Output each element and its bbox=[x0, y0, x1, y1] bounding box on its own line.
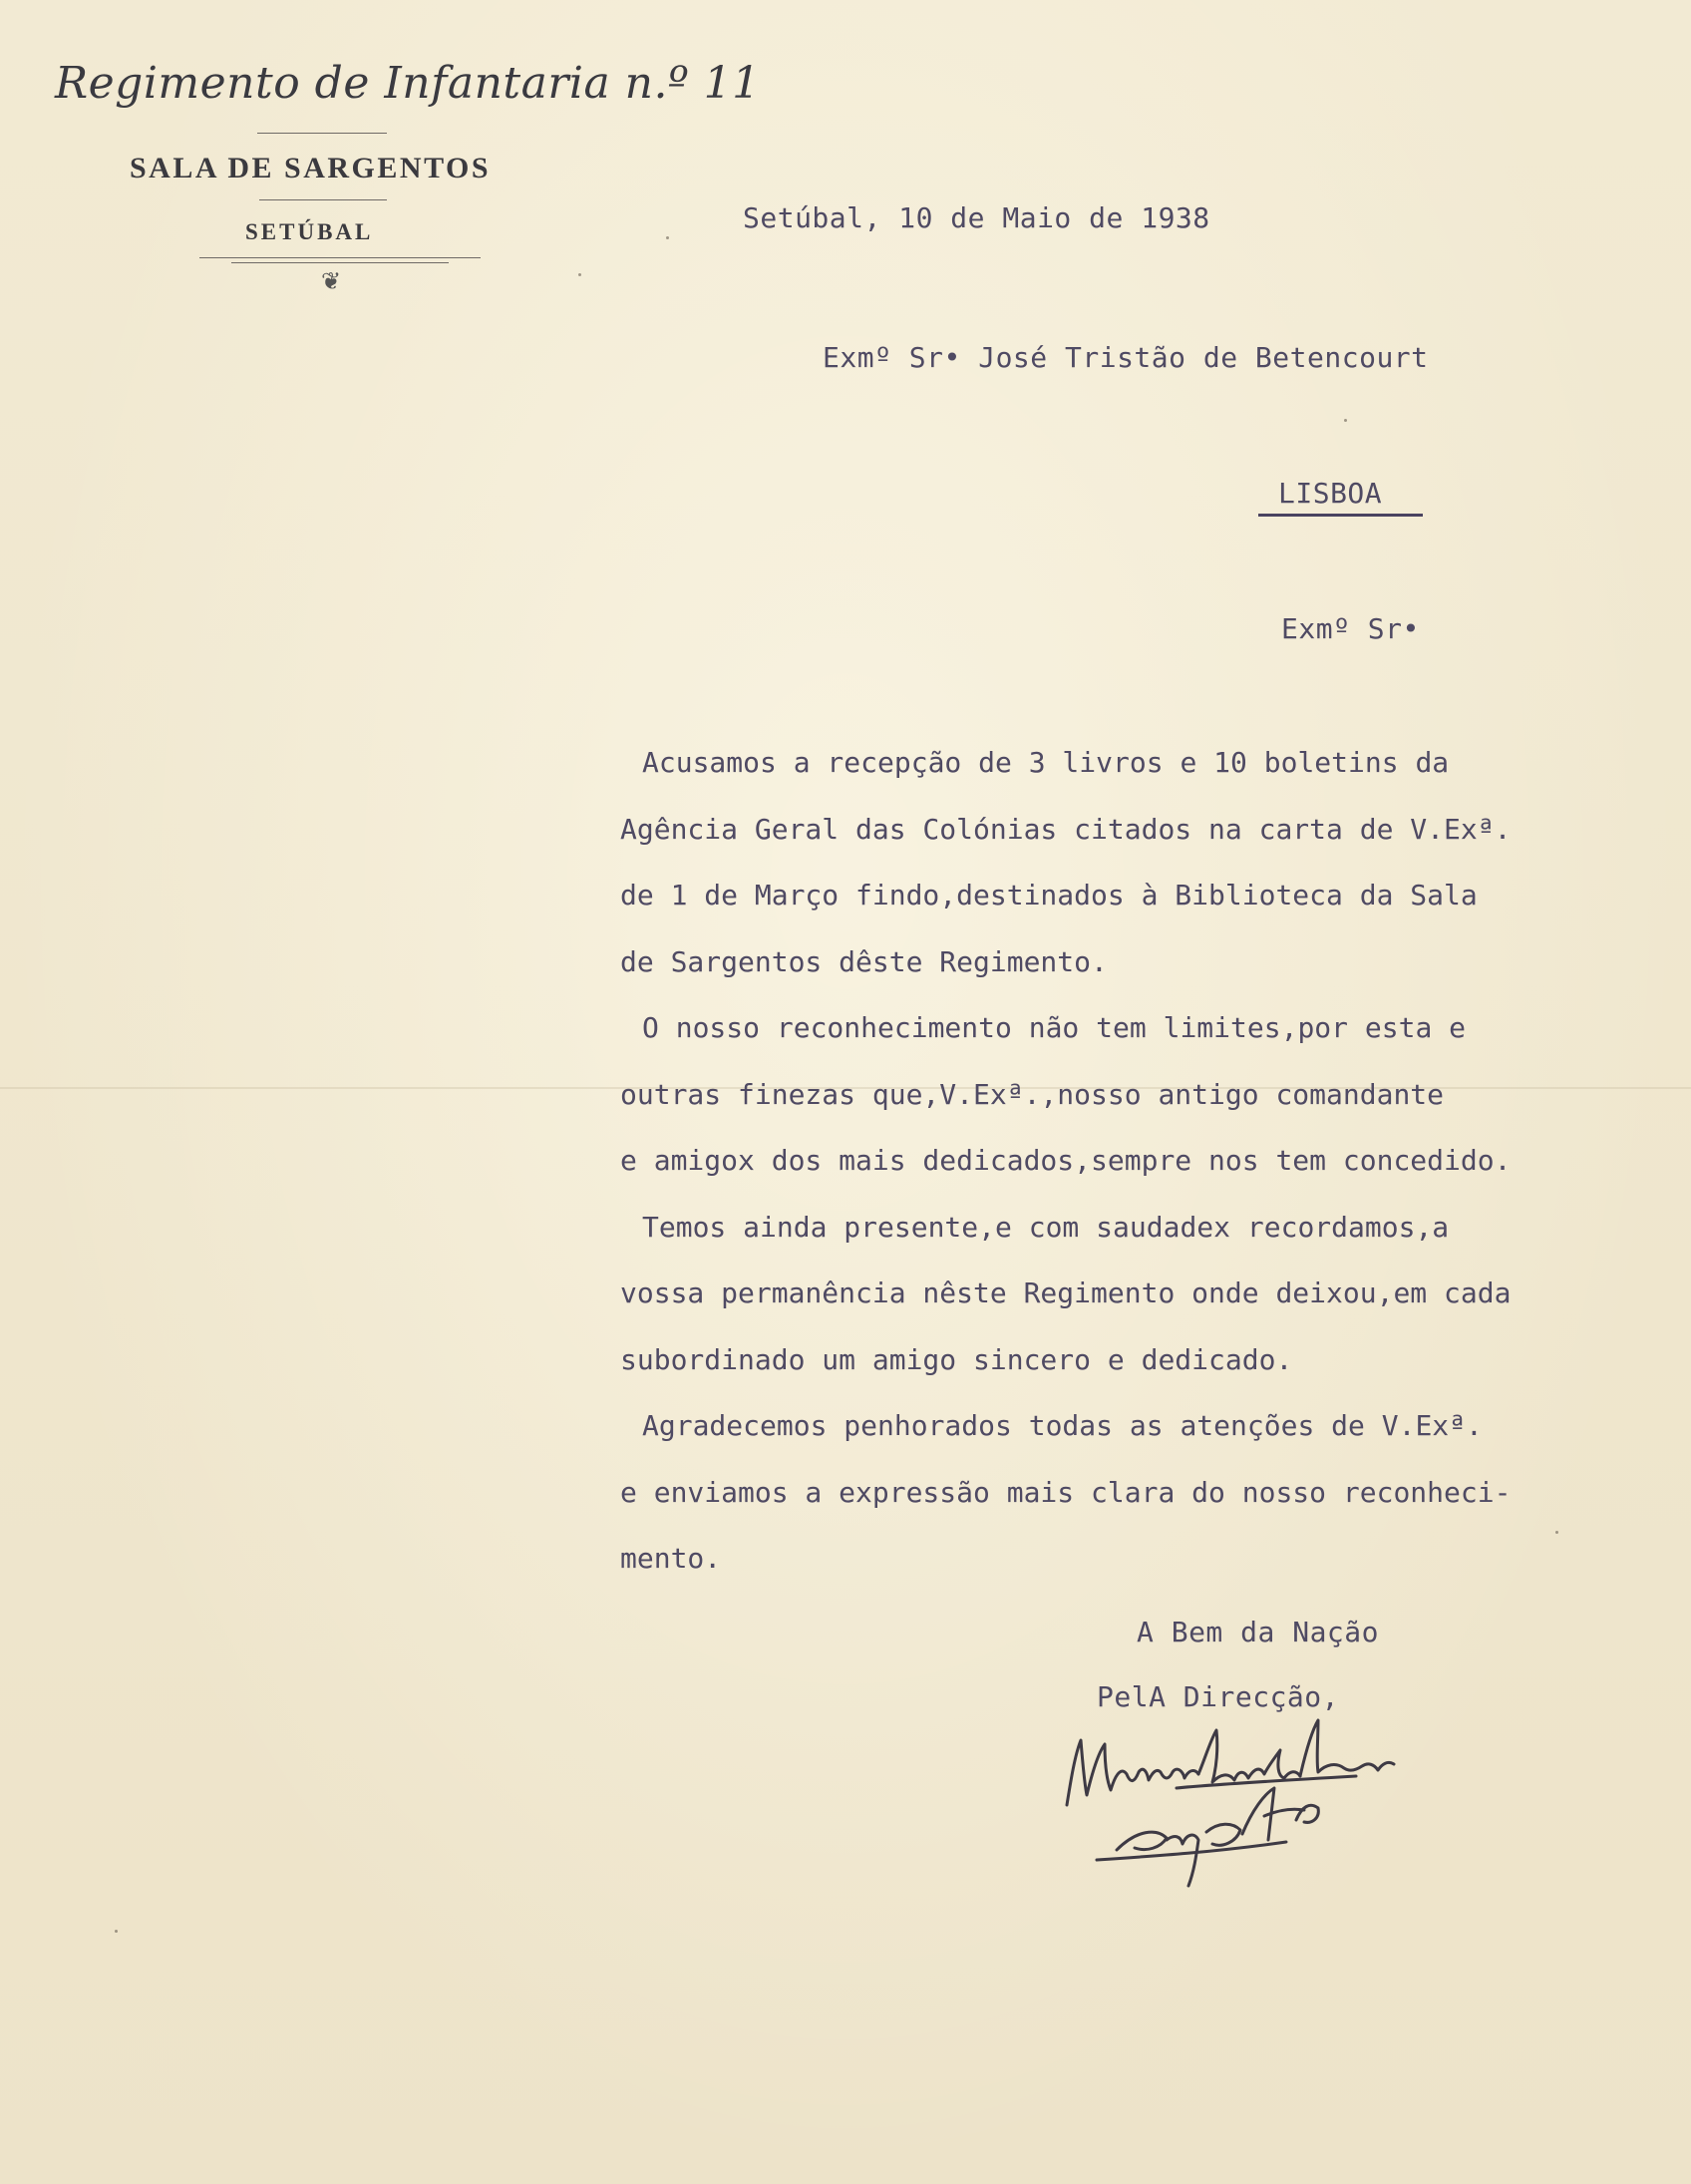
paper-speck bbox=[666, 236, 669, 239]
body-line: de 1 de Março findo,destinados à Biblioteca da Sala bbox=[620, 879, 1478, 911]
body-line: mento. bbox=[620, 1542, 722, 1575]
body-line: Acusamos a recepção de 3 livros e 10 boletins da bbox=[642, 746, 1450, 779]
body-line: Agradecemos penhorados todas as atenções de V.Exª. bbox=[642, 1409, 1483, 1442]
body-line: e enviamos a expressão mais clara do nosso reconheci- bbox=[620, 1475, 1512, 1509]
paper-speck bbox=[115, 1930, 118, 1933]
letter-date: Setúbal, 10 de Maio de 1938 bbox=[743, 201, 1210, 234]
body-line: vossa permanência nêste Regimento onde deixou,em cada bbox=[620, 1276, 1512, 1309]
body-line: Temos ainda presente,e com saudadex recordamos,a bbox=[642, 1210, 1450, 1244]
letterhead-title: Regimento de Infantaria n.º 11 bbox=[55, 58, 761, 109]
handwritten-signature bbox=[1057, 1710, 1436, 1920]
letter-city: LISBOA bbox=[1278, 477, 1383, 510]
body-line: e amigox dos mais dedicados,sempre nos tem concedido. bbox=[620, 1144, 1512, 1177]
body-line: Agência Geral das Colónias citados na carta de V.Exª. bbox=[620, 812, 1512, 846]
city-underline bbox=[1258, 514, 1423, 517]
letter-signed-for: PelA Direcção, bbox=[1097, 1680, 1340, 1713]
paper-speck bbox=[578, 273, 581, 276]
body-line: subordinado um amigo sincero e dedicado. bbox=[620, 1342, 1293, 1376]
letter-body bbox=[620, 743, 1677, 1606]
letterhead-rule bbox=[257, 133, 387, 134]
body-line: O nosso reconhecimento não tem limites,por esta e bbox=[642, 1011, 1467, 1044]
letterhead-rule bbox=[199, 257, 481, 258]
letterhead-rule bbox=[231, 262, 449, 263]
letter-salutation: Exmº Sr• bbox=[1281, 612, 1420, 645]
letterhead-subtitle: SALA DE SARGENTOS bbox=[130, 152, 492, 184]
letterhead-ornament-icon: ❦ bbox=[321, 267, 342, 295]
letterhead-rule bbox=[259, 199, 387, 200]
paper-speck bbox=[1344, 419, 1347, 422]
letter-addressee: Exmº Sr• José Tristão de Betencourt bbox=[823, 341, 1429, 374]
letterhead-city: SETÚBAL bbox=[245, 219, 374, 244]
paper-speck bbox=[1555, 1531, 1558, 1534]
body-line: de Sargentos dêste Regimento. bbox=[620, 944, 1108, 978]
letter-closing: A Bem da Nação bbox=[1137, 1616, 1380, 1648]
body-line: outras finezas que,V.Exª.,nosso antigo comandante bbox=[620, 1077, 1445, 1111]
